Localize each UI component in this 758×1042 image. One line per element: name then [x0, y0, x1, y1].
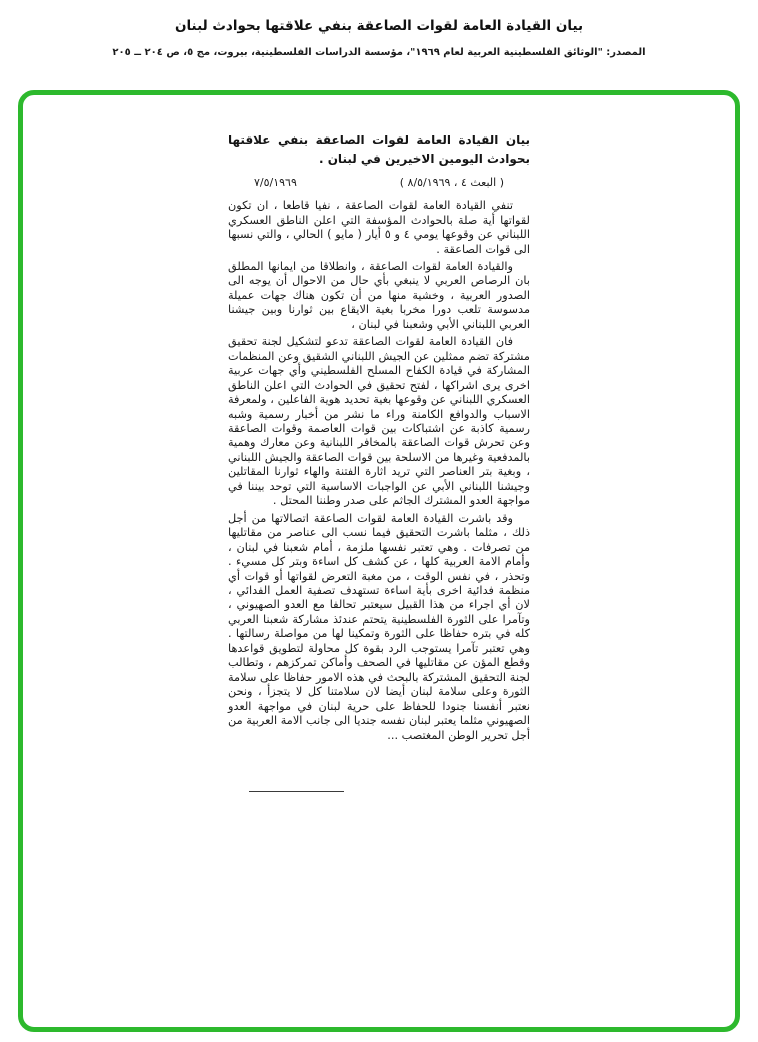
- page-header: [0, 0, 758, 58]
- document-publication-ref: ( البعث ٤ ، ٨/٥/١٩٦٩ ): [399, 176, 504, 190]
- date-row: [228, 176, 530, 189]
- paragraph: وقد باشرت القيادة العامة لقوات الصاعقة اتصالاتها من أجل ذلك ، مثلما باشرت التحقيق فيما نسب الى عناصر من مقاتليها من تصرفات . وهي تعتبر نفسها ملزمة ، أمام شعبنا في لبنان ، وأمام الامة العربية كلها ، عن كشف كل اساءة وبتر كل مسيء . وتحذر ، في نفس الوقت ، من مغبة التعرض لقواتها أو قوات أي منظمة فدائية اخرى بأية اساءة تستهدف تصفية العمل الفدائي ، لان أي اجراء من هذا القبيل سيعتبر تحالفا مع العدو الصهيوني ، وتآمرا على الثورة الفلسطينية يتحتم عندئذ مشاركة شعبنا العربي كله في بتره حفاظا على الثورة وتمكينا لها من مواصلة رسالتها . وهي تعتبر تآمرا يستوجب الرد بقوة كل محاولة لتطويق قواعدها وقطع المؤن عن مقاتليها في الصحف وأماكن تمركزهم ، وتطالب لجنة التحقيق المشتركة بالبحث في هذه الامور حفاظا على سلامة الثورة وعلى سلامة لبنان أيضا لان سلامتنا كل لا يتجزأ ، ونحن نعتبر أنفسنا جنودا للحفاظ على حرية لبنان في مواجهة العدو الصهيوني مثلما يعتبر لبنان نفسه جنديا الى جانب الامة العربية من أجل تحرير الوطن المغتصب ...: [228, 511, 530, 742]
- source-citation: المصدر: "الوثائق الفلسطينية العربية لعام ١٩٦٩"، مؤسسة الدراسات الفلسطينية، بيروت، مج ٥، ص ٢٠٤ ــ ٢٠٥: [112, 47, 646, 58]
- paragraph: فان القيادة العامة لقوات الصاعقة تدعو لتشكيل لجنة تحقيق مشتركة تضم ممثلين عن الجيش اللبناني الشقيق وعن المنظمات المشاركة في قيادة الكفاح المسلح الفلسطيني وأي جهات عربية اخرى يرى اشراكها ، لفتح تحقيق في الحوادث التي اعلن الناطق العسكري اللبناني عن وقوعها بغية تحديد هوية الفاعلين ، ولمعرفة الاسباب والدوافع الكامنة وراء ما نشر من أخبار رسمية وشبه رسمية كاذبة عن اشتباكات بين قوات العاصمة وقوات الصاعقة وعن تحرش قوات الصاعقة بالمخافر اللبنانية وعن معارك وهمية بالمدفعية وغيرها من الاسلحة بين قوات الصاعقة والجيش اللبناني ، وبغية بتر العناصر التي تريد اثارة الفتنة والهاء ثوارنا المقاتلين وجيشنا اللبناني الأبي عن الواجبات الاساسية التي توحد بيننا في مواجهة العدو المشترك الجاثم على صدر وطننا المحتل .: [228, 335, 530, 508]
- document-title: بيان القيادة العامة لقوات الصاعقة بنفي علاقتها بحوادث اليومين الاخيرين في لبنان .: [228, 133, 530, 166]
- paragraph: والقيادة العامة لقوات الصاعقة ، وانطلاقا من ايمانها المطلق بان الرصاص العربي لا ينبغي بأي حال من الاحوال أن يوجه الى الصدور العربية ، وخشية منها من أن تكون هناك جهات عميلة مدسوسة تلعب دورا مخربا بغية الايقاع بين ثوارنا وبين جيشنا العربي اللبناني الأبي وشعبنا في لبنان ،: [228, 260, 530, 331]
- bottom-rule: [249, 791, 344, 792]
- document-date: ٧/٥/١٩٦٩: [254, 176, 297, 190]
- document-frame: [18, 90, 740, 1032]
- page-title: بيان القيادة العامة لقوات الصاعقة بنفي علاقتها بحوادث لبنان: [174, 18, 584, 34]
- paragraph: تنفي القيادة العامة لقوات الصاعقة ، نفيا قاطعا ، ان تكون لقواتها أية صلة بالحوادث المؤسفة التي اعلن الناطق العسكري اللبناني عن وقوعها يومي ٤ و ٥ أيار ( مايو ) الحالي ، والتي نسبها الى قوات الصاعقة .: [228, 199, 531, 256]
- document-body: [228, 199, 530, 743]
- document-page: [228, 131, 530, 792]
